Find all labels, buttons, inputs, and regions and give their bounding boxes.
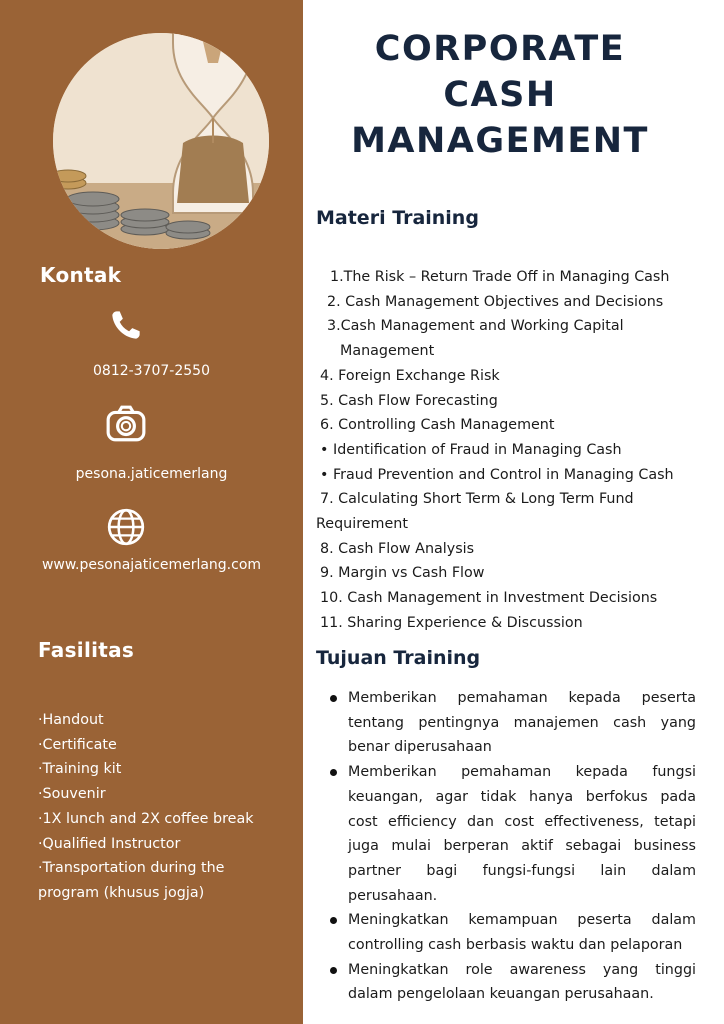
materi-item: 6. Controlling Cash Management (320, 417, 555, 434)
materi-heading: Materi Training (316, 207, 479, 229)
facilities-list (38, 708, 278, 906)
materi-item: 8. Cash Flow Analysis (320, 540, 475, 557)
tujuan-line: partner bagi fungsi-fungsi lain dalam (348, 862, 696, 879)
tujuan-heading: Tujuan Training (316, 647, 481, 669)
tujuan-line: dalam pengelolaan keuangan perusahaan. (348, 986, 654, 1003)
materi-item: 2. Cash Management Objectives and Decisions (327, 293, 664, 310)
tujuan-line: benar diperusahaan (348, 739, 492, 756)
facility-item: ·Handout (38, 712, 104, 728)
contact-heading: Kontak (40, 263, 122, 287)
tujuan-list (326, 686, 696, 1007)
tujuan-line: Memberikan pemahaman kepada fungsi (348, 764, 696, 781)
materi-item: 3.Cash Management and Working Capital (327, 318, 624, 335)
page-title (330, 26, 670, 164)
tujuan-line: Meningkatkan kemampuan peserta dalam (348, 912, 696, 929)
materi-item: 4. Foreign Exchange Risk (320, 367, 500, 384)
phone-icon (105, 304, 147, 346)
title-line: MANAGEMENT (351, 121, 649, 161)
hourglass-coins-image (53, 33, 269, 249)
materi-item: 9. Margin vs Cash Flow (320, 565, 485, 582)
materi-item: 1.The Risk – Return Trade Off in Managing Cash (330, 269, 670, 285)
phone-number[interactable]: 0812-3707-2550 (93, 363, 210, 379)
sidebar (0, 0, 303, 1024)
tujuan-item (326, 908, 696, 957)
tujuan-line: tentang pentingnya manajemen cash yang (348, 714, 696, 731)
website-link[interactable]: www.pesonajaticemerlang.com (41, 557, 262, 573)
materi-item: Management (340, 343, 435, 360)
tujuan-item (326, 958, 696, 1007)
materi-subitem: • Fraud Prevention and Control in Managing Cash (320, 466, 674, 483)
materi-item: Requirement (316, 516, 408, 533)
materi-item: 5. Cash Flow Forecasting (320, 392, 498, 409)
tujuan-line: cost efficiency dan cost effectiveness, tetapi (348, 813, 696, 830)
title-line: CASH (443, 75, 557, 115)
facilities-heading: Fasilitas (38, 638, 135, 662)
materi-subitem: • Identification of Fraud in Managing Cash (320, 441, 622, 458)
tujuan-line: Meningkatkan role awareness yang tinggi (348, 961, 696, 978)
facility-item: ·Transportation during the (38, 860, 225, 877)
facility-item: ·Qualified Instructor (38, 835, 181, 852)
materi-item: 7. Calculating Short Term & Long Term Fund (320, 491, 634, 508)
instagram-handle[interactable]: pesona.jaticemerlang (75, 466, 228, 482)
facility-item: program (khusus jogja) (38, 884, 205, 901)
facility-item: ·Certificate (38, 736, 117, 753)
tujuan-line: juga mulai berperan aktif sebagai business (348, 838, 696, 855)
materi-item: 10. Cash Management in Investment Decisions (320, 590, 658, 607)
facility-item: ·Training kit (38, 761, 122, 778)
tujuan-line: keuangan, agar tidak hanya berfokus pada (348, 788, 696, 805)
camera-icon (105, 403, 147, 445)
tujuan-item (326, 760, 696, 908)
tujuan-line: Memberikan pemahaman kepada peserta (348, 690, 696, 706)
hourglass-photo (53, 33, 269, 249)
tujuan-line: controlling cash berbasis waktu dan pelaporan (348, 937, 683, 954)
facility-item: ·Souvenir (38, 786, 106, 803)
materi-list (316, 265, 706, 636)
tujuan-line: perusahaan. (348, 887, 438, 904)
materi-item: 11. Sharing Experience & Discussion (320, 614, 583, 631)
title-line: CORPORATE (374, 29, 626, 69)
tujuan-item (326, 686, 696, 760)
globe-icon (105, 506, 147, 548)
facility-item: ·1X lunch and 2X coffee break (38, 810, 254, 827)
